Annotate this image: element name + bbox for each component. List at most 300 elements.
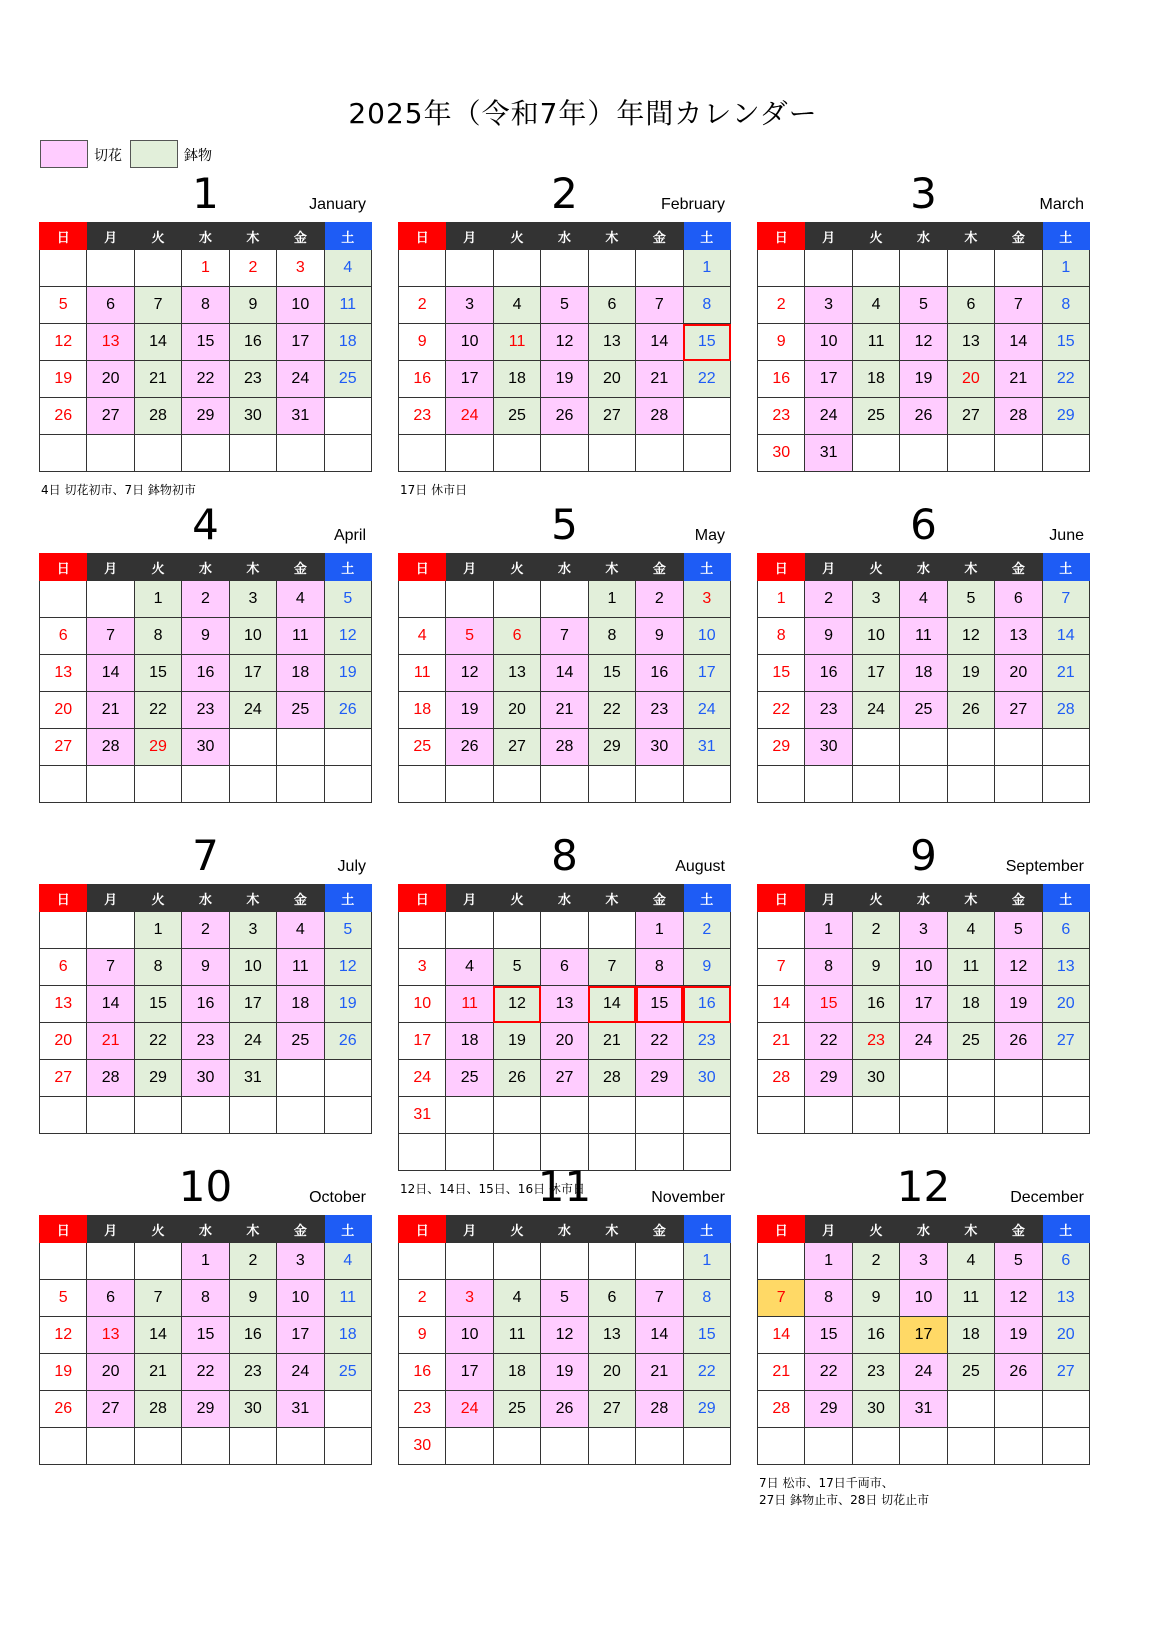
day-cell: 30 — [805, 729, 852, 766]
weekday-header: 水 — [541, 885, 588, 912]
month-name: June — [1049, 527, 1084, 544]
weekday-header: 金 — [995, 885, 1042, 912]
week-row — [40, 1428, 372, 1465]
day-cell: 10 — [852, 618, 899, 655]
day-cell: 27 — [87, 1391, 134, 1428]
day-cell: 19 — [541, 1354, 588, 1391]
week-row — [399, 398, 731, 435]
day-cell: 14 — [1042, 618, 1089, 655]
week-row — [40, 766, 372, 803]
day-cell: 13 — [87, 1317, 134, 1354]
day-cell: 14 — [758, 1317, 805, 1354]
day-cell: 16 — [636, 655, 683, 692]
day-cell: 23 — [399, 1391, 446, 1428]
week-row — [40, 912, 372, 949]
day-cell: 9 — [852, 949, 899, 986]
day-cell: 27 — [493, 729, 540, 766]
day-cell: 27 — [588, 1391, 635, 1428]
weekday-header: 火 — [852, 885, 899, 912]
week-row — [40, 287, 372, 324]
day-cell: 21 — [636, 1354, 683, 1391]
empty-cell — [399, 581, 446, 618]
weekday-header: 土 — [324, 885, 371, 912]
day-cell: 21 — [134, 1354, 181, 1391]
empty-cell — [229, 1097, 276, 1134]
day-cell: 23 — [399, 398, 446, 435]
day-cell: 9 — [229, 1280, 276, 1317]
week-row — [758, 1317, 1090, 1354]
weekday-header: 火 — [852, 1216, 899, 1243]
weekday-header: 木 — [588, 885, 635, 912]
empty-cell — [399, 912, 446, 949]
month-table — [39, 222, 372, 472]
day-cell: 3 — [229, 912, 276, 949]
empty-cell — [852, 435, 899, 472]
day-cell: 27 — [40, 1060, 87, 1097]
month-table — [398, 884, 731, 1171]
legend-hachimono-swatch — [130, 140, 178, 168]
day-cell: 11 — [947, 949, 994, 986]
day-cell: 20 — [588, 1354, 635, 1391]
weekday-header: 金 — [277, 1216, 324, 1243]
day-cell: 7 — [134, 287, 181, 324]
month-number: 2 — [551, 169, 578, 218]
day-cell: 26 — [324, 692, 371, 729]
empty-cell — [947, 435, 994, 472]
day-cell: 24 — [805, 398, 852, 435]
day-cell: 20 — [40, 1023, 87, 1060]
weekday-header: 日 — [399, 223, 446, 250]
week-row — [40, 949, 372, 986]
empty-cell — [805, 1428, 852, 1465]
day-cell: 15 — [134, 986, 181, 1023]
month-header — [39, 501, 372, 553]
day-cell: 8 — [1042, 287, 1089, 324]
week-row — [399, 250, 731, 287]
weekday-header: 木 — [947, 885, 994, 912]
week-row — [40, 1097, 372, 1134]
day-cell: 16 — [805, 655, 852, 692]
day-cell: 26 — [40, 398, 87, 435]
day-cell: 24 — [683, 692, 730, 729]
month-number: 9 — [910, 831, 937, 880]
empty-cell — [40, 912, 87, 949]
day-cell: 10 — [805, 324, 852, 361]
weekday-header: 木 — [229, 1216, 276, 1243]
month-table — [757, 884, 1090, 1134]
day-cell: 7 — [758, 1280, 805, 1317]
empty-cell — [229, 729, 276, 766]
day-cell: 9 — [683, 949, 730, 986]
day-cell: 23 — [852, 1354, 899, 1391]
day-cell: 26 — [40, 1391, 87, 1428]
day-cell: 16 — [182, 655, 229, 692]
month-name: December — [1010, 1189, 1084, 1206]
month-4 — [39, 501, 372, 803]
empty-cell — [900, 1428, 947, 1465]
empty-cell — [324, 766, 371, 803]
day-cell: 16 — [229, 324, 276, 361]
day-cell: 16 — [852, 986, 899, 1023]
month-note: 4日 切花初市、7日 鉢物初市 — [41, 483, 196, 497]
day-cell: 5 — [995, 912, 1042, 949]
day-cell: 24 — [277, 1354, 324, 1391]
day-cell: 28 — [636, 1391, 683, 1428]
day-cell: 20 — [87, 1354, 134, 1391]
day-cell: 18 — [324, 324, 371, 361]
weekday-header: 月 — [805, 1216, 852, 1243]
week-row — [758, 435, 1090, 472]
week-row — [758, 618, 1090, 655]
day-cell: 28 — [87, 729, 134, 766]
month-number: 10 — [178, 1162, 233, 1211]
day-cell: 2 — [683, 912, 730, 949]
weekday-header: 月 — [446, 223, 493, 250]
day-cell: 8 — [588, 618, 635, 655]
empty-cell — [87, 766, 134, 803]
day-cell: 6 — [87, 287, 134, 324]
day-cell: 13 — [995, 618, 1042, 655]
day-cell: 4 — [399, 618, 446, 655]
day-cell: 20 — [1042, 986, 1089, 1023]
empty-cell — [636, 1243, 683, 1280]
day-cell: 8 — [758, 618, 805, 655]
month-9 — [757, 832, 1090, 1134]
day-cell: 28 — [134, 1391, 181, 1428]
empty-cell — [683, 1097, 730, 1134]
week-row — [399, 766, 731, 803]
month-number: 3 — [910, 169, 937, 218]
day-cell: 27 — [87, 398, 134, 435]
day-cell: 12 — [40, 324, 87, 361]
month-table — [39, 553, 372, 803]
day-cell: 5 — [493, 949, 540, 986]
day-cell: 14 — [134, 324, 181, 361]
day-cell: 18 — [399, 692, 446, 729]
empty-cell — [87, 912, 134, 949]
day-cell: 12 — [995, 949, 1042, 986]
day-cell: 1 — [636, 912, 683, 949]
weekday-header: 土 — [683, 885, 730, 912]
day-cell: 13 — [40, 655, 87, 692]
day-cell: 11 — [324, 287, 371, 324]
day-cell: 12 — [324, 618, 371, 655]
empty-cell — [541, 1097, 588, 1134]
day-cell: 6 — [588, 287, 635, 324]
empty-cell — [446, 1428, 493, 1465]
weekday-header: 日 — [40, 223, 87, 250]
day-cell: 22 — [758, 692, 805, 729]
day-cell: 30 — [399, 1428, 446, 1465]
weekday-header: 土 — [1042, 885, 1089, 912]
day-cell: 25 — [947, 1354, 994, 1391]
day-cell: 6 — [1042, 1243, 1089, 1280]
week-row — [399, 361, 731, 398]
empty-cell — [446, 1243, 493, 1280]
weekday-header: 水 — [541, 554, 588, 581]
day-cell: 21 — [1042, 655, 1089, 692]
weekday-header: 水 — [900, 554, 947, 581]
week-row — [758, 1280, 1090, 1317]
day-cell: 3 — [805, 287, 852, 324]
day-cell: 24 — [399, 1060, 446, 1097]
month-number: 12 — [896, 1162, 951, 1211]
day-cell: 30 — [683, 1060, 730, 1097]
week-row — [40, 1354, 372, 1391]
weekday-header: 日 — [40, 1216, 87, 1243]
day-cell: 25 — [947, 1023, 994, 1060]
day-cell: 4 — [324, 1243, 371, 1280]
empty-cell — [541, 766, 588, 803]
day-cell: 12 — [995, 1280, 1042, 1317]
empty-cell — [87, 1243, 134, 1280]
day-cell: 1 — [182, 1243, 229, 1280]
empty-cell — [324, 1428, 371, 1465]
weekday-header: 土 — [324, 554, 371, 581]
day-cell: 15 — [1042, 324, 1089, 361]
day-cell: 9 — [636, 618, 683, 655]
weekday-header: 木 — [588, 1216, 635, 1243]
empty-cell — [995, 766, 1042, 803]
day-cell: 20 — [541, 1023, 588, 1060]
day-cell: 25 — [277, 692, 324, 729]
weekday-header: 日 — [399, 1216, 446, 1243]
weekday-header: 月 — [446, 554, 493, 581]
day-cell: 21 — [87, 692, 134, 729]
day-cell: 31 — [900, 1391, 947, 1428]
day-cell: 23 — [182, 1023, 229, 1060]
day-cell: 19 — [324, 986, 371, 1023]
week-row — [758, 655, 1090, 692]
weekday-header: 水 — [900, 1216, 947, 1243]
day-cell: 30 — [182, 729, 229, 766]
empty-cell — [852, 729, 899, 766]
month-name: September — [1005, 858, 1084, 875]
day-cell: 19 — [324, 655, 371, 692]
day-cell: 13 — [1042, 1280, 1089, 1317]
day-cell: 21 — [758, 1354, 805, 1391]
empty-cell — [1042, 1428, 1089, 1465]
weekday-header: 水 — [541, 223, 588, 250]
day-cell: 18 — [277, 655, 324, 692]
empty-cell — [229, 1428, 276, 1465]
empty-cell — [852, 1097, 899, 1134]
weekday-header: 月 — [805, 554, 852, 581]
day-cell: 31 — [277, 398, 324, 435]
day-cell: 18 — [446, 1023, 493, 1060]
week-row — [758, 1428, 1090, 1465]
empty-cell — [683, 398, 730, 435]
week-row — [758, 1243, 1090, 1280]
month-header — [757, 1163, 1090, 1215]
day-cell: 27 — [995, 692, 1042, 729]
empty-cell — [493, 912, 540, 949]
day-cell: 6 — [541, 949, 588, 986]
empty-cell — [588, 1097, 635, 1134]
day-cell: 25 — [852, 398, 899, 435]
empty-cell — [134, 1428, 181, 1465]
day-cell: 26 — [541, 398, 588, 435]
week-row — [399, 1060, 731, 1097]
day-cell: 15 — [182, 1317, 229, 1354]
day-cell: 11 — [277, 618, 324, 655]
day-cell: 18 — [324, 1317, 371, 1354]
day-cell: 19 — [493, 1023, 540, 1060]
day-cell: 21 — [541, 692, 588, 729]
day-cell: 16 — [758, 361, 805, 398]
week-row — [758, 1060, 1090, 1097]
day-cell: 22 — [1042, 361, 1089, 398]
day-cell: 6 — [1042, 912, 1089, 949]
month-note: 12日、14日、15日、16日 休市日 — [400, 1182, 585, 1196]
day-cell: 30 — [636, 729, 683, 766]
week-row — [40, 692, 372, 729]
empty-cell — [947, 1391, 994, 1428]
month-number: 11 — [537, 1162, 592, 1211]
day-cell: 28 — [134, 398, 181, 435]
week-row — [40, 250, 372, 287]
weekday-header: 金 — [995, 554, 1042, 581]
empty-cell — [40, 435, 87, 472]
week-row — [40, 324, 372, 361]
day-cell: 2 — [852, 1243, 899, 1280]
day-cell: 23 — [229, 1354, 276, 1391]
day-cell: 12 — [947, 618, 994, 655]
day-cell: 28 — [87, 1060, 134, 1097]
day-cell: 6 — [87, 1280, 134, 1317]
empty-cell — [446, 1097, 493, 1134]
day-cell: 30 — [852, 1060, 899, 1097]
week-row — [758, 250, 1090, 287]
day-cell: 15 — [805, 1317, 852, 1354]
weekday-header: 日 — [758, 554, 805, 581]
week-row — [399, 1023, 731, 1060]
day-cell: 10 — [229, 618, 276, 655]
empty-cell — [277, 766, 324, 803]
day-cell: 18 — [900, 655, 947, 692]
month-2 — [398, 170, 731, 499]
day-cell: 5 — [324, 912, 371, 949]
day-cell: 19 — [40, 1354, 87, 1391]
day-cell: 13 — [588, 1317, 635, 1354]
day-cell: 24 — [900, 1023, 947, 1060]
empty-cell — [1042, 766, 1089, 803]
empty-cell — [324, 1097, 371, 1134]
day-cell: 14 — [636, 1317, 683, 1354]
empty-cell — [588, 1428, 635, 1465]
empty-cell — [493, 435, 540, 472]
empty-cell — [87, 250, 134, 287]
day-cell: 28 — [758, 1391, 805, 1428]
day-cell: 4 — [277, 912, 324, 949]
month-name: July — [337, 858, 366, 875]
month-table — [398, 1215, 731, 1465]
day-cell: 31 — [399, 1097, 446, 1134]
day-cell: 17 — [852, 655, 899, 692]
day-cell: 14 — [588, 986, 635, 1023]
weekday-header: 水 — [900, 885, 947, 912]
day-cell: 12 — [324, 949, 371, 986]
day-cell: 17 — [683, 655, 730, 692]
day-cell: 9 — [182, 618, 229, 655]
weekday-header: 金 — [277, 223, 324, 250]
weekday-header: 日 — [399, 554, 446, 581]
week-row — [399, 1097, 731, 1134]
day-cell: 16 — [229, 1317, 276, 1354]
empty-cell — [758, 912, 805, 949]
empty-cell — [683, 1428, 730, 1465]
empty-cell — [947, 1428, 994, 1465]
empty-cell — [588, 1243, 635, 1280]
day-cell: 30 — [758, 435, 805, 472]
weekday-header: 火 — [134, 554, 181, 581]
day-cell: 28 — [758, 1060, 805, 1097]
day-cell: 23 — [182, 692, 229, 729]
day-cell: 30 — [229, 398, 276, 435]
day-cell: 3 — [446, 1280, 493, 1317]
week-row — [399, 287, 731, 324]
day-cell: 9 — [758, 324, 805, 361]
day-cell: 4 — [446, 949, 493, 986]
page-title: 2025年（令和7年）年間カレンダー — [348, 97, 818, 130]
month-header — [39, 1163, 372, 1215]
day-cell: 24 — [277, 361, 324, 398]
weekday-header: 水 — [182, 223, 229, 250]
week-row — [40, 729, 372, 766]
day-cell: 2 — [636, 581, 683, 618]
day-cell: 21 — [134, 361, 181, 398]
month-12 — [757, 1163, 1090, 1509]
day-cell: 19 — [900, 361, 947, 398]
day-cell: 23 — [805, 692, 852, 729]
empty-cell — [229, 435, 276, 472]
empty-cell — [541, 1243, 588, 1280]
day-cell: 15 — [134, 655, 181, 692]
weekday-header: 水 — [182, 1216, 229, 1243]
day-cell: 1 — [1042, 250, 1089, 287]
day-cell: 1 — [758, 581, 805, 618]
day-cell: 7 — [87, 949, 134, 986]
weekday-header: 金 — [636, 885, 683, 912]
day-cell: 20 — [1042, 1317, 1089, 1354]
empty-cell — [636, 250, 683, 287]
weekday-header: 水 — [541, 1216, 588, 1243]
weekday-header: 日 — [758, 885, 805, 912]
day-cell: 16 — [399, 1354, 446, 1391]
empty-cell — [87, 435, 134, 472]
week-row — [758, 1097, 1090, 1134]
week-row — [40, 398, 372, 435]
day-cell: 26 — [493, 1060, 540, 1097]
day-cell: 23 — [229, 361, 276, 398]
weekday-header: 火 — [134, 1216, 181, 1243]
weekday-header: 火 — [493, 223, 540, 250]
day-cell: 20 — [40, 692, 87, 729]
day-cell: 29 — [134, 729, 181, 766]
week-row — [758, 1354, 1090, 1391]
day-cell: 3 — [900, 912, 947, 949]
day-cell: 16 — [852, 1317, 899, 1354]
day-cell: 2 — [805, 581, 852, 618]
day-cell: 17 — [277, 1317, 324, 1354]
day-cell: 20 — [493, 692, 540, 729]
empty-cell — [852, 250, 899, 287]
day-cell: 17 — [900, 1317, 947, 1354]
weekday-header: 月 — [87, 223, 134, 250]
month-table — [398, 222, 731, 472]
empty-cell — [182, 1097, 229, 1134]
empty-cell — [493, 1243, 540, 1280]
